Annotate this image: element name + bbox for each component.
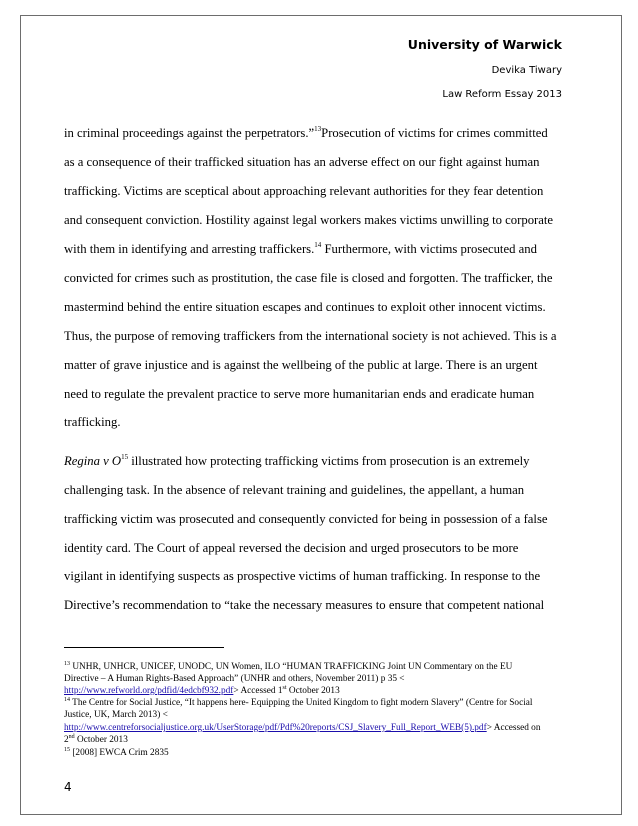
footnote-ref[interactable]: 13 [314, 125, 322, 133]
body-line: matter of grave injustice and is against the wellbeing of the public at large. There is an urgent [64, 358, 538, 372]
footnote-ref[interactable]: 15 [121, 453, 129, 461]
footnote-link[interactable]: http://www.centreforsocialjustice.org.uk/UserStorage/pdf/Pdf%20reports/CSJ_Slavery_Full_Report_WEB(5).pdf [64, 723, 487, 733]
footnote-line: 2nd October 2013 [64, 734, 128, 745]
body-line: challenging task. In the absence of relevant training and guidelines, the appellant, a human [64, 483, 525, 497]
footnote-line: Justice, UK, March 2013) < [64, 710, 168, 720]
footnote-15: $^{15}$ [2008] EWCA Crim 2835 [64, 747, 169, 758]
case-name: Regina v O [64, 454, 122, 468]
footnote-14: $^{14}$ The Centre for Social Justice, “It happens here- Equipping the United Kingdom to fight modern Slavery” (Centre for Social [64, 697, 533, 708]
footnote-13: $^{13}$ UNHR, UNHCR, UNICEF, UNODC, UN Women, ILO “HUMAN TRAFFICKING Joint UN Commentary on the EU [64, 661, 513, 672]
body-line: need to regulate the prevalent practice to serve more humanitarian ends and eradicate human [64, 387, 535, 401]
body-line: Regina v $O^{15}$ illustrated how protecting trafficking victims from prosecution is an extremely [64, 453, 530, 468]
header-author: Devika Tiwary [491, 65, 562, 76]
body-line: identity card. The Court of appeal reversed the decision and urged prosecutors to be more [64, 541, 519, 555]
footnote-ref[interactable]: 14 [314, 241, 322, 249]
body-line: trafficking victim was prosecuted and consequently convicted for being in possession of a false [64, 512, 548, 526]
body-line: Thus, the purpose of removing traffickers from the international society is not achieved. This is a [64, 329, 557, 343]
footnote-link[interactable]: http://www.refworld.org/pdfid/4edcbf932.pdf [64, 686, 234, 696]
footnote-line: http://www.refworld.org/pdfid/4edcbf932.pdf> Accessed 1st October 2013 [64, 685, 340, 696]
header-university: University of Warwick [407, 37, 562, 52]
body-line: trafficking. [64, 415, 121, 429]
footnote-line: Directive – A Human Rights-Based Approach” (UNHR and others, November 2011) p 35 < [64, 674, 405, 684]
body-line: Directive’s recommendation to “take the necessary measures to ensure that competent national [64, 598, 545, 612]
page-number: 4 [64, 780, 72, 794]
body-line: vigilant in identifying suspects as prospective victims of human trafficking. In response to the [64, 569, 541, 583]
body-line: in criminal proceedings against the perpetrators.”$^{13}$Prosecution of victims for crimes committed [64, 125, 548, 140]
body-line: as a consequence of their trafficked situation has an adverse effect on our fight against human [64, 155, 540, 169]
body-line: convicted for crimes such as prostitution, the case file is closed and forgotten. The trafficker, the [64, 271, 553, 285]
footnote-line: http://www.centreforsocialjustice.org.uk/UserStorage/pdf/Pdf%20reports/CSJ_Slavery_Full_Report_WEB(5).pdf> Accessed on [64, 723, 541, 733]
body-line: and consequent conviction. Hostility against legal workers makes victims unwilling to corporate [64, 213, 554, 227]
body-line: trafficking. Victims are sceptical about approaching relevant authorities for they fear detention [64, 184, 544, 198]
footnote-separator [64, 647, 224, 648]
body-line: mastermind behind the entire situation escapes and continues to exploit other innocent victims. [64, 300, 546, 314]
header-essay-title: Law Reform Essay 2013 [442, 89, 562, 100]
body-line: with them in identifying and arresting traffickers.$^{14}$ Furthermore, with victims prosecuted and [64, 241, 537, 256]
